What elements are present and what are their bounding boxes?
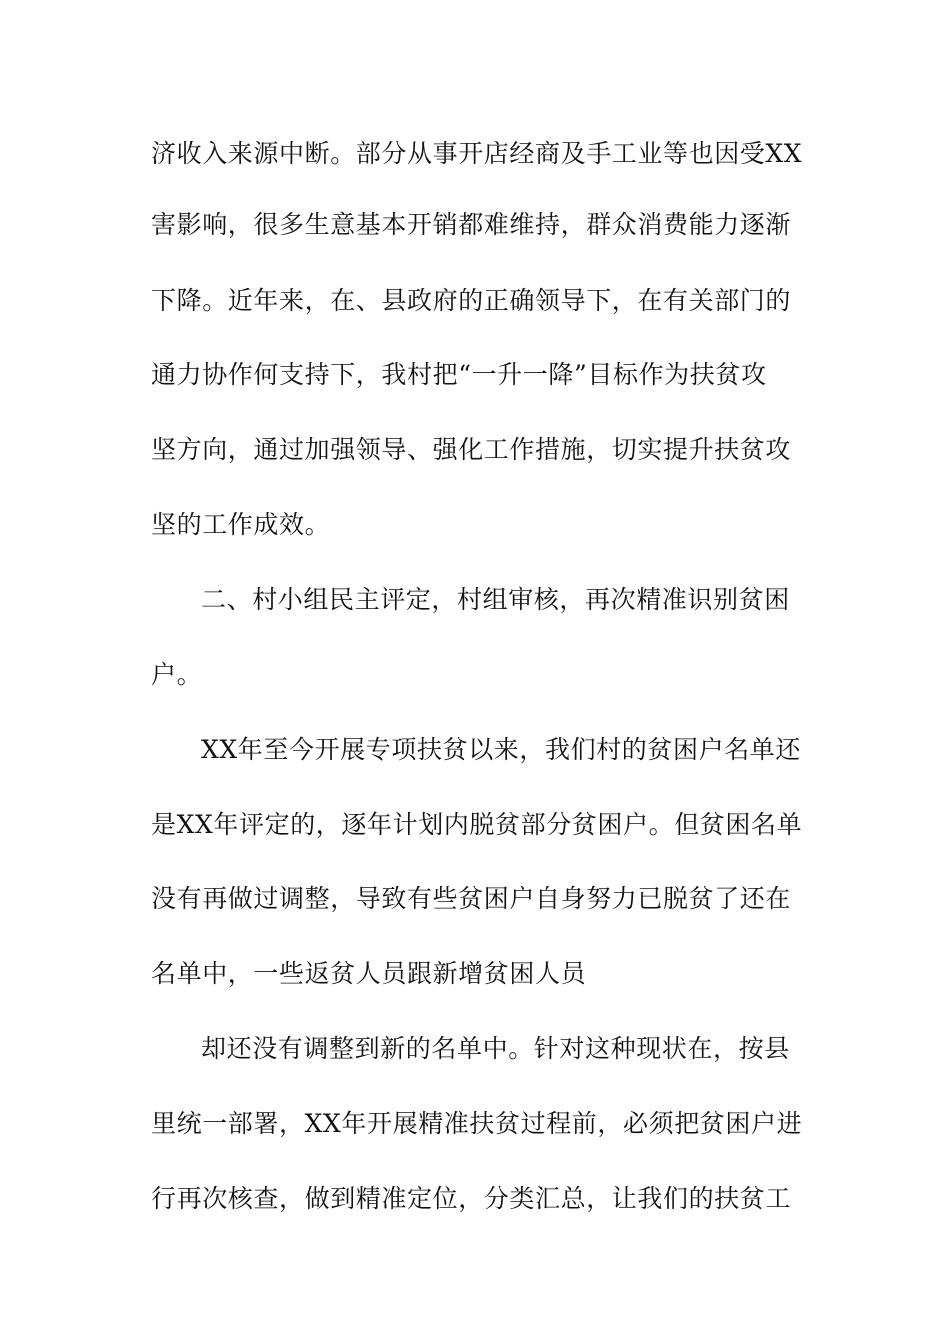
body-text-line: 没有再做过调整，导致有些贫困户自身努力已脱贫了还在 — [151, 884, 792, 913]
body-text-line: 害影响，很多生意基本开销都难维持，群众消费能力逐渐 — [151, 210, 792, 239]
section-heading-line: 二、村小组民主评定，村组审核，再次精准识别贫困 — [201, 585, 790, 614]
body-text-line: 行再次核查，做到精准定位，分类汇总，让我们的扶贫工 — [151, 1184, 792, 1213]
body-text-line: 济收入来源中断。部分从事开店经商及手工业等也因受XX — [151, 139, 803, 168]
body-text-line: 通力协作何支持下，我村把“一升一降”目标作为扶贫攻 — [151, 360, 767, 389]
body-text-line: 坚的工作成效。 — [151, 510, 331, 539]
body-text-line: 坚方向，通过加强领导、强化工作措施，切实提升扶贫攻 — [151, 435, 792, 464]
body-text-line: 却还没有调整到新的名单中。针对这种现状在，按县 — [201, 1034, 790, 1063]
section-heading-line: 户。 — [151, 660, 203, 689]
body-text-line: 下降。近年来，在、县政府的正确领导下，在有关部门的 — [151, 286, 792, 315]
body-text-line: 名单中，一些返贫人员跟新增贫困人员 — [151, 959, 587, 988]
body-text-line: XX年至今开展专项扶贫以来，我们村的贫困户名单还 — [201, 735, 801, 764]
body-text-line: 是XX年评定的，逐年计划内脱贫部分贫困户。但贫困名单 — [151, 810, 803, 839]
body-text-line: 里统一部署，XX年开展精准扶贫过程前，必须把贫困户进 — [151, 1109, 803, 1138]
